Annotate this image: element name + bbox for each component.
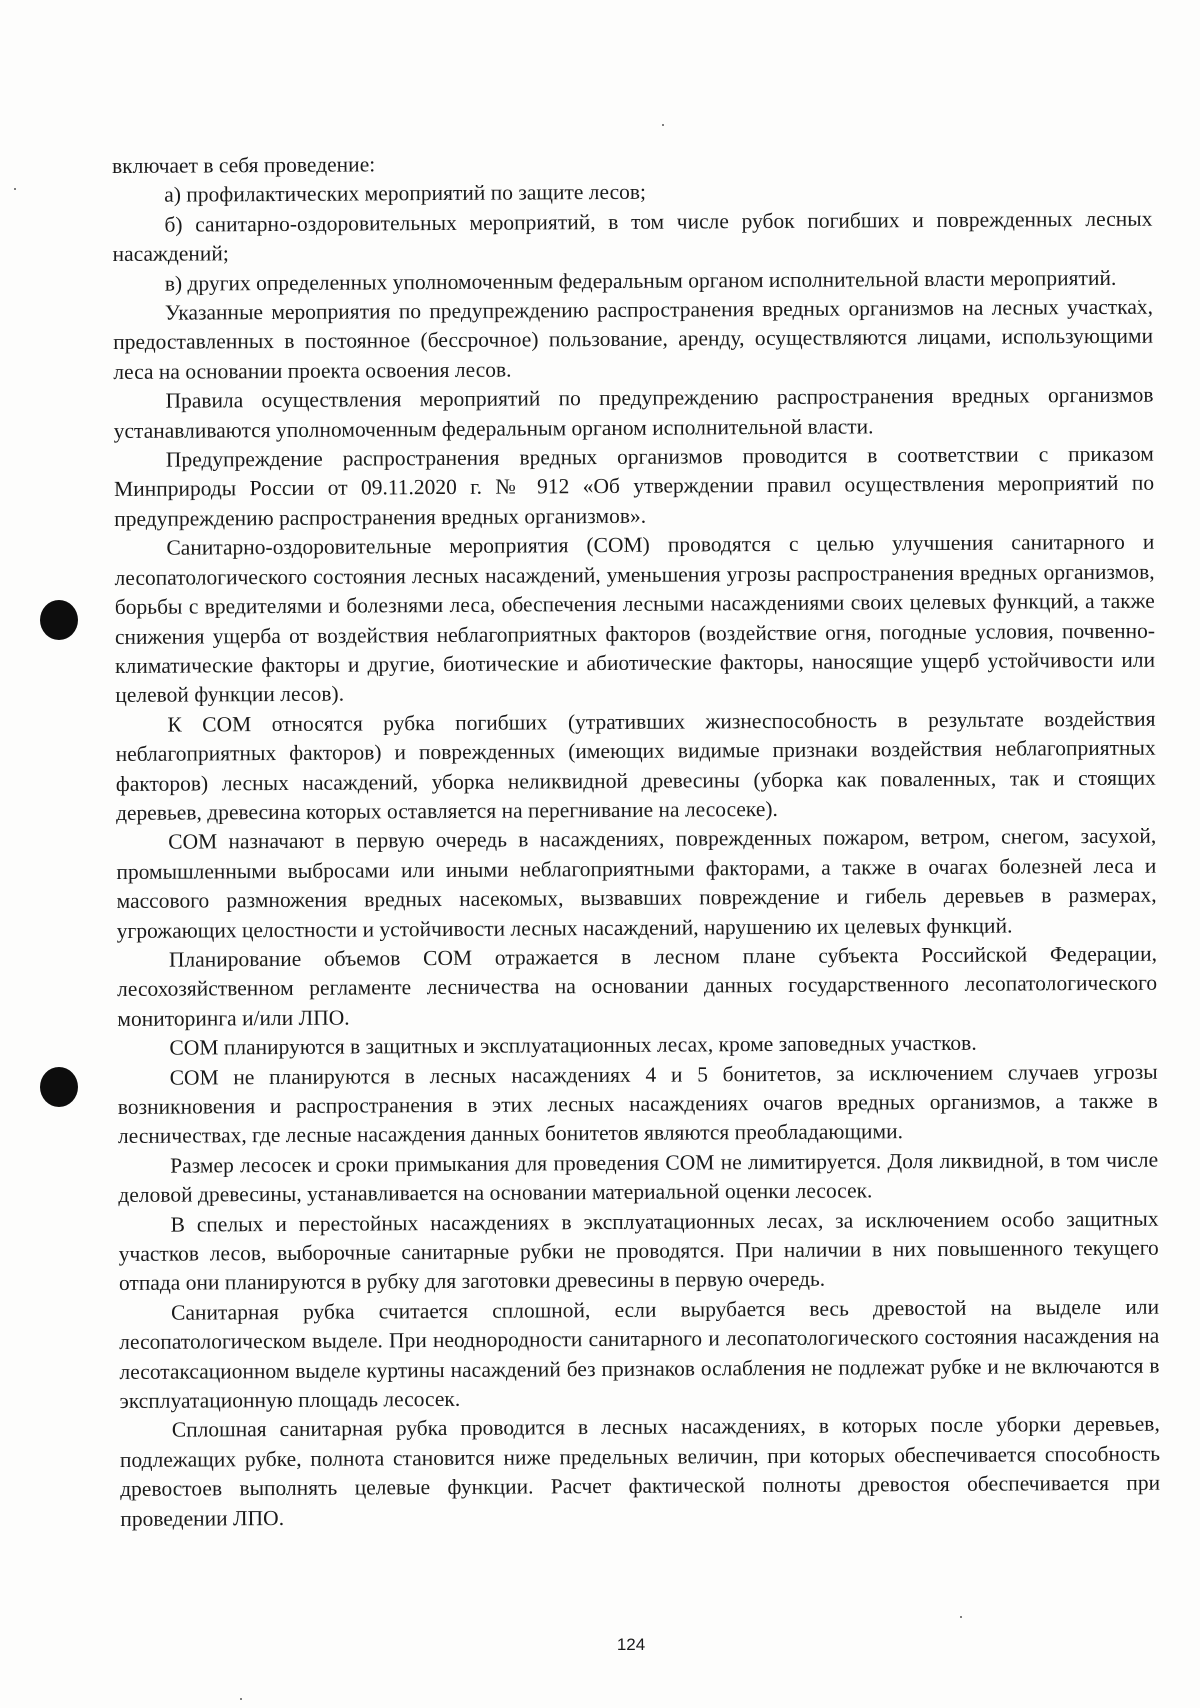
paragraph: а) профилактических мероприятий по защите лесов; <box>164 180 647 208</box>
scan-speck <box>14 188 16 190</box>
punch-hole-mark <box>40 600 78 640</box>
scan-speck <box>960 1616 962 1618</box>
paragraph: Правила осуществления мероприятий по предупреждению распространения вредных организмов устанавливаются уполномоченным федеральным органом исполнительной власти. <box>113 382 1154 443</box>
punch-hole-mark <box>40 1067 78 1107</box>
paragraph: СОМ назначают в первую очередь в насаждениях, поврежденных пожаром, ветром, снегом, засухой, промышленными выбросами или иными неблагоприятными факторами, а также в очагах болезней леса и массового размножения вредных насекомых, вызвавших повреждение и гибель деревьев в размерах, угрожающих целостности и устойчивости лесных насаждений, нарушению их целевых функций. <box>116 823 1157 943</box>
paragraph: Санитарно-оздоровительные мероприятия (СОМ) проводятся с целью улучшения санитарного и лесопатологического состояния лесных насаждений, уменьшения угрозы распространения вредных организмов, борьбы с вредителями и болезнями леса, обеспечения лесными насаждениями своих целевых функций, а также снижения ущерба от воздействия неблагоприятных факторов (воздействие огня, погодные условия, почвенно-климатические факторы и другие, биотические и абиотические факторы, наносящие ущерб устойчивости или целевой функции лесов). <box>114 529 1156 708</box>
paragraph: СОМ не планируются в лесных насаждениях 4 и 5 бонитетов, за исключением случаев угрозы возникновения и распространения в этих лесных насаждениях очагов вредных организмов, а также в лесничествах, где лесные насаждения данных бонитетов являются преобладающими. <box>117 1059 1158 1149</box>
page-number: 124 <box>616 1635 646 1654</box>
paragraph: Размер лесосек и сроки примыкания для проведения СОМ не лимитируется. Доля ликвидной, в том числе деловой древесины, устанавливается на основании материальной оценки лесосек. <box>118 1147 1159 1208</box>
document-body <box>112 146 1160 1534</box>
paragraph: Указанные мероприятия по предупреждению распространения вредных организмов на лесных участках, предоставленных в постоянное (бессрочное) пользование, аренду, осуществляются лицами, использующими леса на основании проекта освоения лесов. <box>113 294 1154 384</box>
paragraph: К СОМ относятся рубка погибших (утративших жизнеспособность в результате воздействия неблагоприятных факторов) и поврежденных (имеющих видимые признаки воздействия неблагоприятных факторов) лесных насаждений, уборка неликвидной древесины (уборка как поваленных, так и стоящих деревьев, древесина которых оставляется на перегнивание на лесосеке). <box>115 706 1156 825</box>
paragraph: в) других определенных уполномоченным федеральным органом исполнительной власти мероприятий. <box>164 265 1117 296</box>
paragraph: включает в себя проведение: <box>112 152 376 178</box>
paragraph: В спелых и перестойных насаждениях в эксплуатационных лесах, за исключением особо защитных участков лесов, выборочные санитарные рубки не проводятся. При наличии в них повышенного текущего отпада они планируются в рубку для заготовки древесины в первую очередь. <box>118 1206 1159 1296</box>
scan-speck <box>662 124 664 126</box>
paragraph: Санитарная рубка считается сплошной, если вырубается весь древостой на выделе или лесопатологическом выделе. При неоднородности санитарного и лесопатологического состояния насаждения на лесотаксационном выделе куртины насаждений без признаков ослабления не подлежат рубке и не включаются в эксплуатационную площадь лесосек. <box>119 1294 1160 1414</box>
scan-speck <box>240 1698 242 1700</box>
paragraph: СОМ планируются в защитных и эксплуатационных лесах, кроме заповедных участков. <box>169 1030 977 1060</box>
paragraph: Предупреждение распространения вредных организмов проводится в соответствии с приказом Минприроды России от 09.11.2020 г. № 912 «Об утверждении правил осуществления мероприятий по предупреждению распространения вредных организмов». <box>113 441 1155 531</box>
paragraph: б) санитарно-оздоровительных мероприятий, в том числе рубок погибших и поврежденных лесных насаждений; <box>112 206 1153 267</box>
paragraph: Планирование объемов СОМ отражается в лесном плане субъекта Российской Федерации, лесохозяйственном регламенте лесничества на основании данных государственного лесопатологического мониторинга и/или ЛПО. <box>117 941 1158 1031</box>
paragraph: Сплошная санитарная рубка проводится в лесных насаждениях, в которых после уборки деревьев, подлежащих рубке, полнота становится ниже предельных величин, при которых обеспечивается способность древостоев выполнять целевые функции. Расчет фактической полноты древостоя обеспечивается при проведении ЛПО. <box>119 1412 1161 1531</box>
